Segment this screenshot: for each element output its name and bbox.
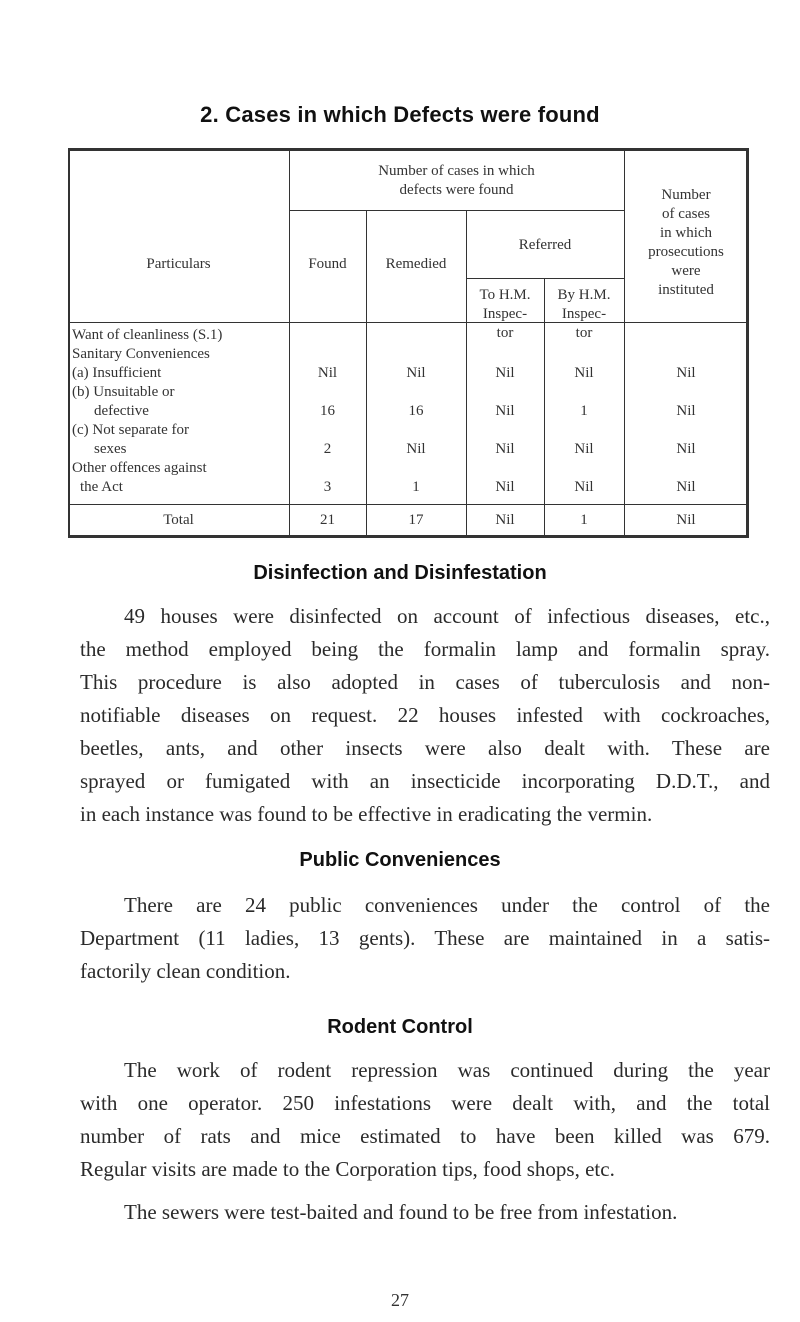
header-prosecutions: Number of cases in which prosecutions were instituted <box>648 187 724 298</box>
page-title: 2. Cases in which Defects were found <box>200 102 600 127</box>
cell-remedied: 1 <box>412 479 420 495</box>
header-particulars: Particulars <box>146 256 211 272</box>
total-remedied: 17 <box>408 512 424 528</box>
heading-disinfection: Disinfection and Disinfestation <box>253 562 547 584</box>
cell-remedied: Nil <box>406 441 426 457</box>
header-remedied: Remedied <box>385 256 447 272</box>
cell-to-hm: Nil <box>495 403 515 419</box>
divider-h <box>289 210 624 211</box>
table-row-label: (a) Insufficient <box>72 365 162 381</box>
paragraph-disinfection: 49 houses were disinfected on account of infectious diseases, etc., the method employed being the formalin lamp and formalin spray. This procedure is also adopted in cases of tuberculosis and non- notifiable diseases on request. 22 houses infested with cockroaches, beetles, ants, and other insects were also dealt with. These are sprayed or fumigated with an insecticide incorporating D.D.T., and in each instance was found to be effective in eradicating the vermin. <box>80 604 770 826</box>
cell-by-hm: Nil <box>574 441 594 457</box>
table-border-left <box>68 148 70 538</box>
header-by-hm-inspector: By H.M. Inspec- tor <box>557 287 611 341</box>
cell-remedied: 16 <box>408 403 424 419</box>
table-row-label: Other offences against the Act <box>72 460 207 495</box>
heading-public-conveniences: Public Conveniences <box>299 849 501 871</box>
table-row-label: (c) Not separate for sexes <box>72 422 190 457</box>
page-number: 27 <box>391 1290 409 1310</box>
paragraph-sewers: The sewers were test-baited and found to be free from infestation. <box>124 1200 678 1224</box>
cell-by-hm: Nil <box>574 365 594 381</box>
total-found: 21 <box>320 512 335 528</box>
cell-to-hm: Nil <box>495 365 515 381</box>
section-label: Want of cleanliness (S.1) Sanitary Conveniences <box>72 327 223 362</box>
cell-prosecutions: Nil <box>676 403 696 419</box>
header-referred: Referred <box>518 237 572 253</box>
table-border-bottom <box>68 535 748 538</box>
divider-h <box>68 504 748 505</box>
paragraph-rodent-control: The work of rodent repression was continued during the year with one operator. 250 infestations were dealt with, and the total number of rats and mice estimated to have been killed was 679. Regular visits are made to the Corporation tips, food shops, etc. <box>80 1058 770 1181</box>
cell-to-hm: Nil <box>495 479 515 495</box>
cell-prosecutions: Nil <box>676 441 696 457</box>
cell-found: Nil <box>317 365 338 381</box>
cell-by-hm: Nil <box>574 479 594 495</box>
paragraph-public-conveniences: There are 24 public conveniences under the control of the Department (11 ladies, 13 gents). These are maintained in a satis- factorily clean condition. <box>80 893 770 983</box>
cell-prosecutions: Nil <box>676 479 696 495</box>
cell-by-hm: 1 <box>580 403 588 419</box>
table-border-top <box>68 148 748 151</box>
total-to-hm: Nil <box>495 512 515 528</box>
cell-found: 16 <box>320 403 335 419</box>
cell-remedied: Nil <box>406 365 426 381</box>
defects-table <box>68 148 748 538</box>
divider-h <box>68 322 748 323</box>
total-prosecutions: Nil <box>676 512 696 528</box>
header-number-of-cases: Number of cases in which defects were found <box>378 163 535 198</box>
cell-prosecutions: Nil <box>676 365 696 381</box>
cell-found: 2 <box>323 441 332 457</box>
header-to-hm-inspector: To H.M. Inspec- tor <box>479 287 531 341</box>
divider-h <box>466 278 624 279</box>
cell-to-hm: Nil <box>495 441 515 457</box>
table-row-label: (b) Unsuitable or defective <box>72 384 175 419</box>
total-by-hm: 1 <box>580 512 588 528</box>
header-found: Found <box>308 256 347 272</box>
heading-rodent-control: Rodent Control <box>327 1016 473 1038</box>
cell-found: 3 <box>323 479 332 495</box>
total-label: Total <box>163 512 194 528</box>
